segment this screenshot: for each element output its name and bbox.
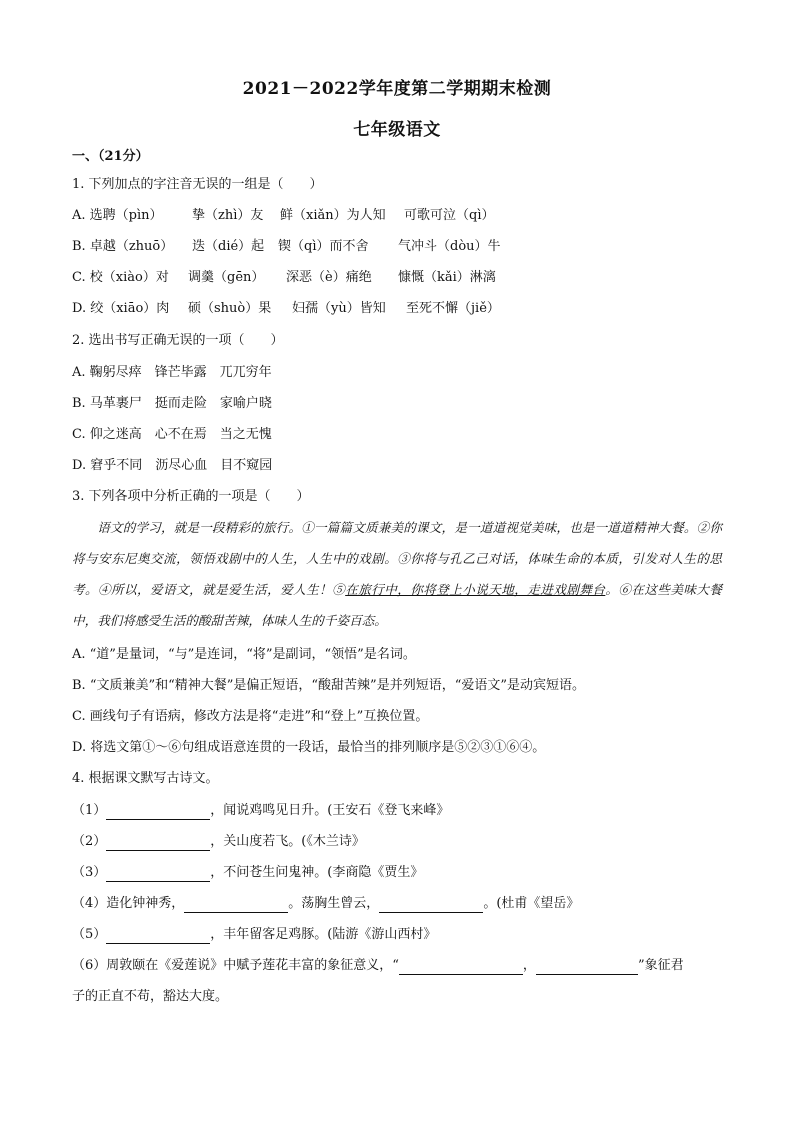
option-part: 挚（zhì）友 [192, 208, 264, 223]
option-part: 锲（qì）而不舍 [278, 239, 369, 254]
answer-blank[interactable] [399, 961, 523, 975]
question-3-option-d: D. 将选文第①～⑥句组成语意连贯的一段话，最恰当的排列顺序是⑤②③①⑥④。 [72, 740, 546, 755]
option-part: D. 绞（xiāo）肉 [72, 301, 170, 316]
option-part: 调羹（gēn） [188, 270, 265, 285]
question-4-item-4 [72, 895, 579, 913]
option-part: 可歌可泣（qì） [404, 208, 495, 223]
question-4-stem: 4. 根据课文默写古诗文。 [72, 771, 219, 786]
passage-text: 。⑥在这些美味大餐中，我们将感受生活的酸甜苦辣，体味人生的千姿百态。 [72, 582, 723, 628]
question-1-stem: 1. 下列加点的字注音无误的一组是（ ） [72, 177, 323, 192]
item-text: ，丰年留客足鸡豚。(陆游《游山西村》 [210, 927, 437, 942]
question-3-option-c: C. 画线句子有语病，修改方法是将“走进”和“登上”互换位置。 [72, 709, 429, 724]
item-text: 。荡胸生曾云， [288, 896, 380, 911]
answer-blank[interactable] [106, 837, 210, 851]
option-part: 气冲斗（dòu）牛 [398, 239, 501, 254]
exam-subtitle: 七年级语文 [353, 120, 441, 140]
item-number: （4） [72, 896, 107, 911]
question-1-option-a [72, 207, 494, 225]
question-4-item-6 [72, 957, 684, 975]
answer-blank[interactable] [106, 806, 210, 820]
item-text: ，关山度若飞。(《木兰诗》 [210, 834, 365, 849]
question-4-item-5 [72, 926, 436, 944]
item-number: （2） [72, 834, 107, 849]
question-2-stem: 2. 选出书写正确无误的一项（ ） [72, 333, 284, 348]
question-2-option-d: D. 窘乎不同 沥尽心血 目不窥园 [72, 458, 273, 473]
section-heading: 一、（21分） [72, 149, 149, 164]
question-4-item-3 [72, 864, 423, 882]
answer-blank[interactable] [184, 899, 288, 913]
item-number: （1） [72, 803, 107, 818]
question-3-option-a: A. “道”是量词，“与”是连词，“将”是副词，“领悟”是名词。 [72, 647, 416, 662]
question-4-item-6-continued: 子的正直不苟，豁达大度。 [72, 989, 229, 1004]
option-part: 慷慨（kǎi）淋漓 [398, 270, 496, 285]
answer-blank[interactable] [106, 868, 210, 882]
item-text: ， [522, 958, 536, 973]
item-text: ，不问苍生问鬼神。(李商隐《贾生》 [210, 865, 424, 880]
option-part: 深恶（è）痛绝 [286, 270, 372, 285]
passage-underlined-sentence: 在旅行中，你将登上小说天地，走进戏剧舞台 [345, 582, 606, 597]
question-3-passage [72, 512, 722, 636]
question-2-option-c: C. 仰之迷高 心不在焉 当之无愧 [72, 427, 272, 442]
option-part: A. 选聘（pìn） [72, 208, 163, 223]
question-4-item-2 [72, 833, 365, 851]
item-number: （5） [72, 927, 107, 942]
answer-blank[interactable] [106, 930, 210, 944]
option-part: C. 校（xiào）对 [72, 270, 169, 285]
option-part: 硕（shuò）果 [188, 301, 272, 316]
exam-title: 2021－2022学年度第二学期期末检测 [242, 79, 552, 99]
option-part: 至死不懈（jiě） [406, 301, 500, 316]
question-2-option-b: B. 马革裹尸 挺而走险 家喻户晓 [72, 396, 272, 411]
question-3-option-b: B. “文质兼美”和“精神大餐”是偏正短语，“酸甜苦辣”是并列短语，“爱语文”是动宾短语。 [72, 678, 585, 693]
question-2-option-a: A. 鞠躬尽瘁 锋芒毕露 兀兀穷年 [72, 365, 272, 380]
item-text: 。(杜甫《望岳》 [483, 896, 580, 911]
question-1-option-b [72, 238, 501, 256]
item-number: （3） [72, 865, 107, 880]
question-4-item-1 [72, 802, 449, 820]
item-text: 造化钟神秀， [106, 896, 185, 911]
answer-blank[interactable] [536, 961, 638, 975]
passage-text: 语文的学习，就是一段精彩的旅行。①一篇篇文质兼美的课文，是一道道视觉美味，也是一道道精神大餐。②你将与安东尼奥交流，领悟戏剧中的人生，人生中的戏剧。③你将与孔乙己对话，体味生命的本质，引发对人生的思考。④所以，爱语文，就是爱生活，爱人生！⑤ [72, 520, 722, 597]
item-text: ，闻说鸡鸣见日升。(王安石《登飞来峰》 [210, 803, 450, 818]
item-text: ”象征君 [637, 958, 684, 973]
question-3-stem: 3. 下列各项中分析正确的一项是（ ） [72, 489, 310, 504]
item-text: （6）周敦颐在《爱莲说》中赋予莲花丰富的象征意义，“ [72, 958, 399, 973]
question-1-option-c [72, 269, 496, 287]
option-part: 妇孺（yù）皆知 [292, 301, 386, 316]
option-part: 鲜（xiǎn）为人知 [280, 208, 386, 223]
option-part: 迭（dié）起 [192, 239, 265, 254]
option-part: B. 卓越（zhuō） [72, 239, 174, 254]
answer-blank[interactable] [379, 899, 483, 913]
question-1-option-d [72, 300, 500, 318]
